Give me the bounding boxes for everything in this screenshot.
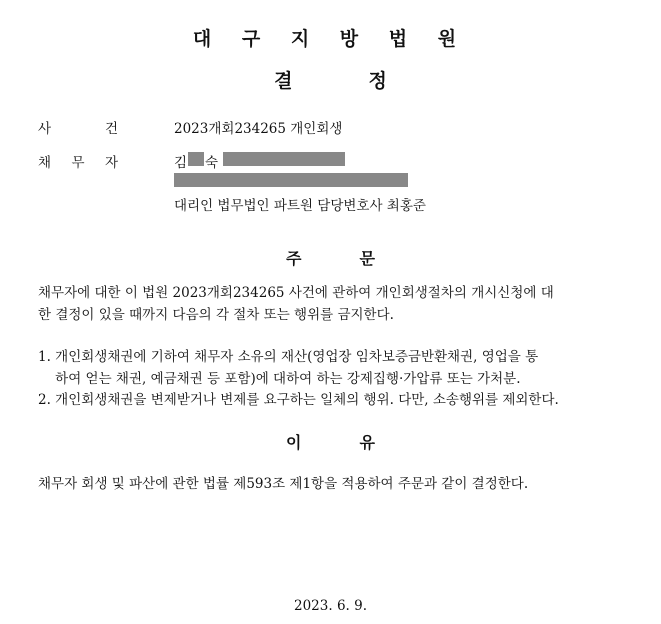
- document-type-char-2: 정: [368, 70, 387, 92]
- reason-heading: [0, 430, 661, 453]
- order-heading-char-1: 주: [286, 249, 302, 268]
- order-body-line-1: 채무자에 대한 이 법원 2023개회234265 사건에 관하여 개인회생절차의 개시신청에 대: [38, 285, 554, 301]
- order-heading: [0, 246, 661, 269]
- decision-date: 2023. 6. 9.: [294, 598, 367, 614]
- case-label-char-2: 건: [104, 121, 118, 137]
- debtor-name-prefix: 김: [174, 155, 188, 171]
- debtor-label-char-3: 자: [104, 155, 118, 171]
- name-redaction: [188, 152, 204, 166]
- debtor-name-suffix: 숙: [205, 155, 219, 171]
- case-number: 2023개회234265 개인회생: [174, 121, 343, 137]
- reason-heading-char-1: 이: [286, 433, 302, 452]
- reason-heading-char-2: 유: [359, 433, 375, 452]
- document-type-char-1: 결: [274, 70, 293, 92]
- order-body-line-2: 한 결정이 있을 때까지 다음의 각 절차 또는 행위를 금지한다.: [38, 307, 394, 323]
- case-label: [38, 117, 118, 137]
- order-heading-char-2: 문: [359, 249, 375, 268]
- order-item-1-line-1: 1. 개인회생채권에 기하여 채무자 소유의 재산(영업장 임차보증금반환채권, 영업을 통: [38, 349, 539, 365]
- id-redaction: [223, 152, 345, 166]
- debtor-label: [38, 151, 118, 171]
- representative: 대리인 법무법인 파트원 담당변호사 최홍준: [174, 198, 426, 214]
- order-item-1-line-2: 하여 얻는 채권, 예금채권 등 포함)에 대하여 하는 강제집행·가압류 또는 가처분.: [38, 371, 521, 387]
- order-item-2-line-1: 2. 개인회생채권을 변제받거나 변제를 요구하는 일체의 행위. 다만, 소송행위를 제외한다.: [38, 392, 559, 408]
- debtor-label-char-2: 무: [71, 155, 85, 171]
- case-label-char-1: 사: [38, 121, 52, 137]
- reason-body: 채무자 회생 및 파산에 관한 법률 제593조 제1항을 적용하여 주문과 같이 결정한다.: [38, 476, 529, 492]
- court-name: 대 구 지 방 법 원: [192, 28, 469, 50]
- document-type-title: [0, 66, 661, 93]
- debtor-label-char-1: 채: [38, 155, 52, 171]
- address-redaction: [174, 173, 408, 187]
